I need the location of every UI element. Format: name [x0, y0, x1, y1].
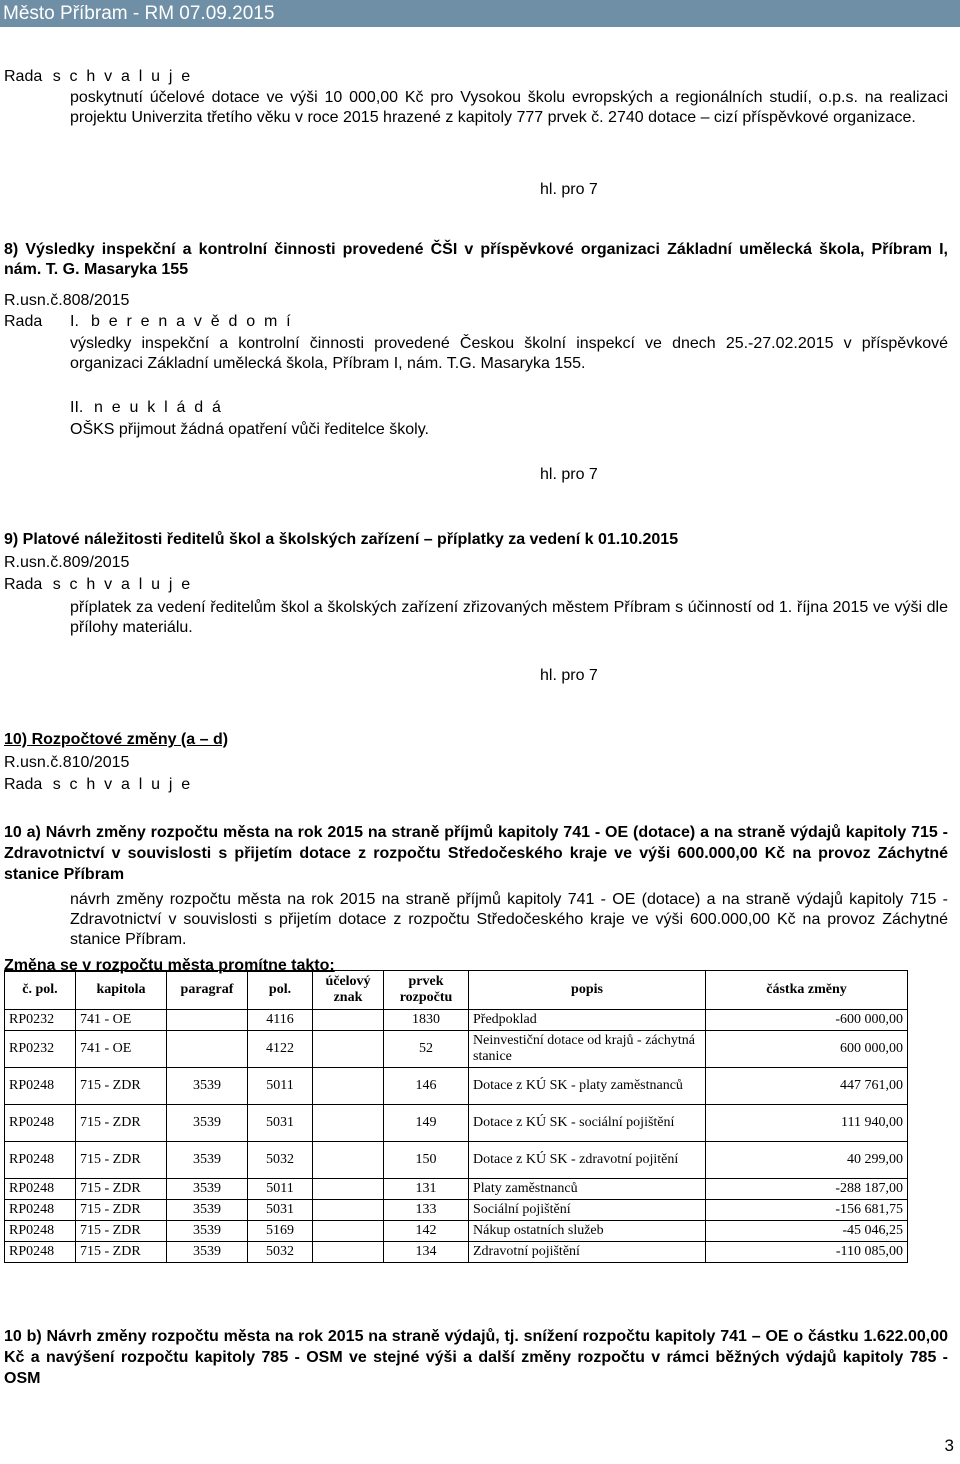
header-title: Město Příbram - RM 07.09.2015 — [3, 3, 275, 24]
item-title: 10 b) Návrh změny rozpočtu města na rok 2015 na straně výdajů, tj. snížení rozpočtu kapitoly 741 – OE o částku 1.622.00,00 Kč a navýšení rozpočtu kapitoly 785 - OSM ve stejné výši a další změny rozpočtu v rámci běžných výdajů kapitoly 785 - OSM — [4, 1328, 948, 1387]
cell-pol: 5032 — [248, 1242, 313, 1263]
resolution-text: poskytnutí účelové dotace ve výši 10 000,00 Kč pro Vysokou školu evropských a regionálních studií, o.p.s. na realizaci projektu Univerzita třetího věku v roce 2015 hrazené z kapitoly 777 prvek č. 2740 dotace – cizí příspěvkové organizace. — [70, 89, 948, 126]
cell-pol: 5011 — [248, 1179, 313, 1200]
cell-paragraf: 3539 — [167, 1142, 248, 1179]
col-header-pol: pol. — [248, 971, 313, 1010]
cell-castka: 111 940,00 — [706, 1105, 908, 1142]
cell-ucelovy-znak — [313, 1179, 384, 1200]
cell-popis: Předpoklad — [469, 1010, 706, 1031]
cell-paragraf: 3539 — [167, 1179, 248, 1200]
col-header-paragraf: paragraf — [167, 971, 248, 1010]
rada-label: Rada s c h v a l u j e — [4, 776, 193, 793]
cell-c-poz: RP0248 — [5, 1068, 76, 1105]
vote-result: hl. pro 7 — [540, 667, 598, 684]
cell-ucelovy-znak — [313, 1031, 384, 1068]
cell-pol: 5031 — [248, 1105, 313, 1142]
cell-ucelovy-znak — [313, 1010, 384, 1031]
resolution-verb: b e r e n a v ě d o m í — [91, 313, 293, 330]
item-title: 9) Platové náležitosti ředitelů škol a školských zařízení – příplatky za vedení k 01.10.2015 — [4, 531, 679, 548]
cell-prvek: 133 — [384, 1200, 469, 1221]
table-row — [5, 1142, 908, 1179]
cell-pol: 5011 — [248, 1068, 313, 1105]
cell-castka: 447 761,00 — [706, 1068, 908, 1105]
cell-paragraf: 3539 — [167, 1105, 248, 1142]
cell-castka: -45 046,25 — [706, 1221, 908, 1242]
cell-kapitola: 715 - ZDR — [76, 1179, 167, 1200]
cell-kapitola: 715 - ZDR — [76, 1068, 167, 1105]
cell-prvek: 146 — [384, 1068, 469, 1105]
page-number: 3 — [944, 1436, 954, 1455]
rada-label: Rada s c h v a l u j e — [4, 68, 193, 85]
cell-ucelovy-znak — [313, 1242, 384, 1263]
cell-popis: Sociální pojištění — [469, 1200, 706, 1221]
cell-paragraf: 3539 — [167, 1221, 248, 1242]
cell-paragraf — [167, 1031, 248, 1068]
col-header-prvek: prvek rozpočtu — [384, 971, 469, 1010]
resolution-text: výsledky inspekční a kontrolní činnosti provedené Českou školní inspekcí ve dnech 25.-27.02.2015 v příspěvkové organizaci Základní umělecká škola, Příbram I, nám. T.G. Masaryka 155. — [70, 335, 948, 372]
rada-label: Rada s c h v a l u j e — [4, 576, 193, 593]
vote-result: hl. pro 7 — [540, 181, 598, 198]
page-header — [0, 0, 960, 27]
cell-paragraf: 3539 — [167, 1068, 248, 1105]
cell-castka: -288 187,00 — [706, 1179, 908, 1200]
resolution-number: R.usn.č.808/2015 — [4, 292, 130, 309]
cell-ucelovy-znak — [313, 1142, 384, 1179]
cell-kapitola: 715 - ZDR — [76, 1242, 167, 1263]
cell-kapitola: 741 - OE — [76, 1010, 167, 1031]
cell-c-poz: RP0232 — [5, 1031, 76, 1068]
cell-kapitola: 715 - ZDR — [76, 1221, 167, 1242]
resolution-verb: s c h v a l u j e — [52, 776, 193, 793]
vote-result: hl. pro 7 — [540, 466, 598, 483]
resolution-part-number: II. — [70, 399, 84, 416]
cell-popis: Dotace z KÚ SK - sociální pojištění — [469, 1105, 706, 1142]
cell-pol: 4116 — [248, 1010, 313, 1031]
cell-ucelovy-znak — [313, 1221, 384, 1242]
resolution-text: příplatek za vedení ředitelům škol a školských zařízení zřizovaných městem Příbram s účinností od 1. října 2015 ve výši dle přílohy materiálu. — [70, 599, 948, 636]
cell-c-poz: RP0248 — [5, 1200, 76, 1221]
cell-popis: Dotace z KÚ SK - platy zaměstnanců — [469, 1068, 706, 1105]
resolution-number: R.usn.č.810/2015 — [4, 754, 130, 771]
table-row — [5, 1031, 908, 1068]
table-row — [5, 1179, 908, 1200]
cell-prvek: 142 — [384, 1221, 469, 1242]
cell-prvek: 52 — [384, 1031, 469, 1068]
cell-castka: -600 000,00 — [706, 1010, 908, 1031]
cell-popis: Dotace z KÚ SK - zdravotní pojitění — [469, 1142, 706, 1179]
cell-castka: 40 299,00 — [706, 1142, 908, 1179]
resolution-text: OŠKS přijmout žádná opatření vůči ředitelce školy. — [70, 421, 429, 438]
cell-c-poz: RP0248 — [5, 1221, 76, 1242]
cell-kapitola: 715 - ZDR — [76, 1105, 167, 1142]
col-header-castka: částka změny — [706, 971, 908, 1010]
cell-popis: Neinvestiční dotace od krajů - záchytná stanice — [469, 1031, 706, 1068]
cell-c-poz: RP0248 — [5, 1142, 76, 1179]
cell-castka: -156 681,75 — [706, 1200, 908, 1221]
rada-label: Rada — [4, 313, 43, 330]
cell-pol: 4122 — [248, 1031, 313, 1068]
cell-pol: 5031 — [248, 1200, 313, 1221]
item-title: 10 a) Návrh změny rozpočtu města na rok 2015 na straně příjmů kapitoly 741 - OE (dotace) a na straně výdajů kapitoly 715 - Zdravotnictví v souvislosti s přijetím dotace z rozpočtu Středočeského kraje ve výši 600.000,00 Kč na provoz Záchytné stanice Příbram — [4, 824, 948, 883]
cell-paragraf — [167, 1010, 248, 1031]
cell-ucelovy-znak — [313, 1105, 384, 1142]
cell-prvek: 1830 — [384, 1010, 469, 1031]
cell-paragraf: 3539 — [167, 1200, 248, 1221]
cell-popis: Nákup ostatních služeb — [469, 1221, 706, 1242]
cell-castka: -110 085,00 — [706, 1242, 908, 1263]
table-row — [5, 1105, 908, 1142]
resolution-verb: s c h v a l u j e — [52, 68, 193, 85]
col-header-ucelovy-znak: účelový znak — [313, 971, 384, 1010]
resolution-number: R.usn.č.809/2015 — [4, 554, 130, 571]
cell-kapitola: 741 - OE — [76, 1031, 167, 1068]
item-title: 10) Rozpočtové změny (a – d) — [4, 731, 229, 748]
table-row — [5, 1221, 908, 1242]
cell-popis: Zdravotní pojištění — [469, 1242, 706, 1263]
cell-pol: 5032 — [248, 1142, 313, 1179]
change-heading: Změna se v rozpočtu města promítne takto: — [4, 957, 335, 974]
cell-c-poz: RP0248 — [5, 1105, 76, 1142]
cell-kapitola: 715 - ZDR — [76, 1142, 167, 1179]
cell-prvek: 150 — [384, 1142, 469, 1179]
cell-prvek: 131 — [384, 1179, 469, 1200]
table-header-row — [5, 971, 908, 1010]
cell-castka: 600 000,00 — [706, 1031, 908, 1068]
resolution-verb: n e u k l á d á — [94, 399, 224, 416]
item-title: 8) Výsledky inspekční a kontrolní činnosti provedené ČŠI v příspěvkové organizaci Základní umělecká škola, Příbram I, nám. T. G. Masaryka 155 — [4, 241, 948, 278]
budget-change-table — [4, 970, 908, 1263]
cell-ucelovy-znak — [313, 1200, 384, 1221]
col-header-c-poz: č. pol. — [5, 971, 76, 1010]
resolution-part-number: I. — [70, 313, 79, 330]
cell-prvek: 134 — [384, 1242, 469, 1263]
cell-c-poz: RP0248 — [5, 1242, 76, 1263]
resolution-text: návrh změny rozpočtu města na rok 2015 na straně příjmů kapitoly 741 - OE (dotace) a na straně výdajů kapitoly 715 - Zdravotnictví v souvislosti s přijetím dotace z rozpočtu Středočeského kraje ve výši 600.000,00 Kč na provoz Záchytné stanice Příbram. — [70, 891, 948, 948]
cell-popis: Platy zaměstnanců — [469, 1179, 706, 1200]
cell-pol: 5169 — [248, 1221, 313, 1242]
table-row — [5, 1010, 908, 1031]
col-header-popis: popis — [469, 971, 706, 1010]
cell-ucelovy-znak — [313, 1068, 384, 1105]
cell-c-poz: RP0232 — [5, 1010, 76, 1031]
table-row — [5, 1068, 908, 1105]
table-row — [5, 1242, 908, 1263]
col-header-kapitola: kapitola — [76, 971, 167, 1010]
cell-prvek: 149 — [384, 1105, 469, 1142]
table-row — [5, 1200, 908, 1221]
resolution-verb: s c h v a l u j e — [52, 576, 193, 593]
cell-c-poz: RP0248 — [5, 1179, 76, 1200]
cell-kapitola: 715 - ZDR — [76, 1200, 167, 1221]
cell-paragraf: 3539 — [167, 1242, 248, 1263]
